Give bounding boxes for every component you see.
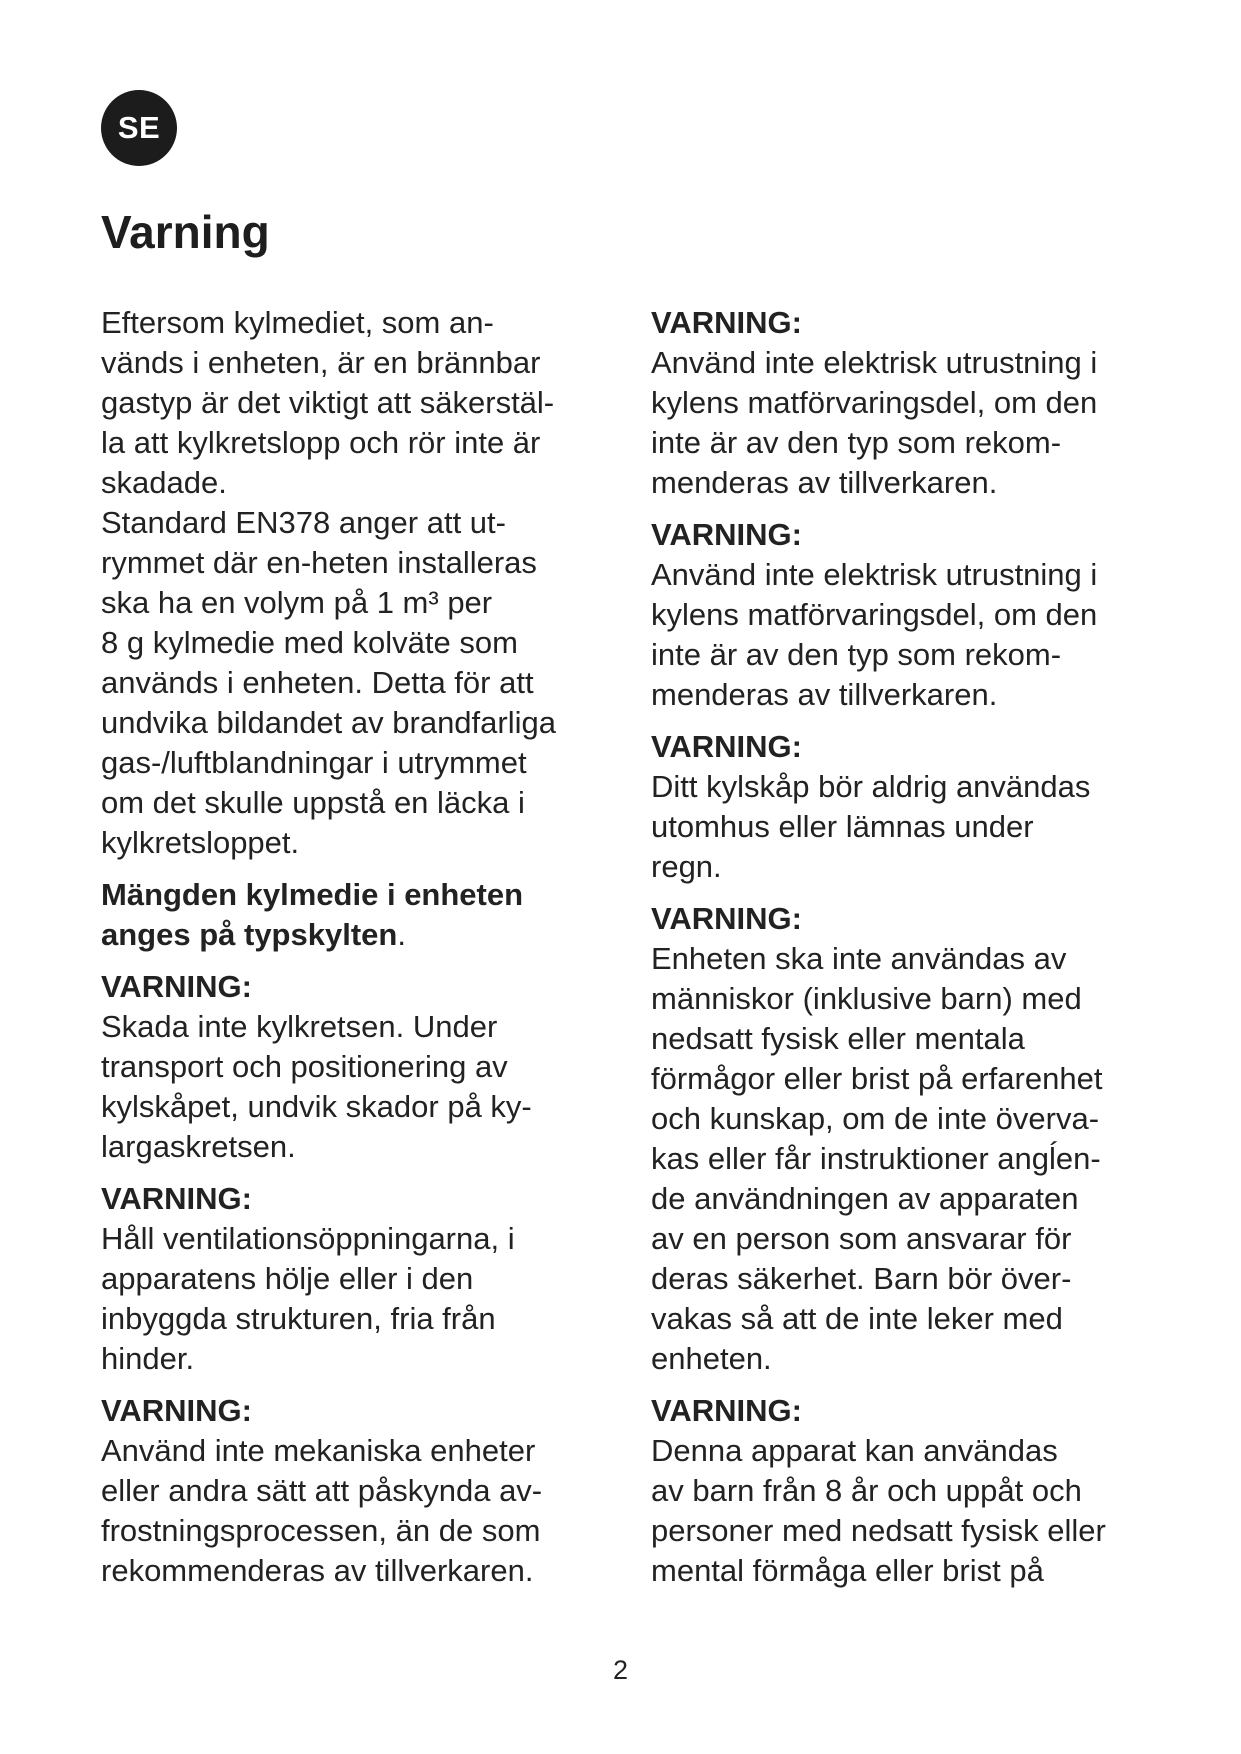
intro-line: undvika bildandet av brandfarliga — [101, 705, 556, 740]
warning-line: eller andra sätt att påskynda av- — [101, 1473, 543, 1508]
note-line-wrapper — [101, 915, 621, 955]
warning-line: de användningen av apparaten — [651, 1181, 1079, 1216]
intro-line: gas-/luftblandningar i utrymmet — [101, 745, 527, 780]
warning-line: frostningsprocessen, än de som — [101, 1513, 541, 1548]
intro-line: Standard EN378 anger att ut- — [101, 505, 506, 540]
warning-line: mental förmåga eller brist på — [651, 1553, 1044, 1588]
warning-line: av en person som ansvarar för — [651, 1221, 1072, 1256]
warning-line: menderas av tillverkaren. — [651, 465, 998, 500]
intro-line: om det skulle uppstå en läcka i — [101, 785, 525, 820]
intro-line: 8 g kylmedie med kolväte som — [101, 625, 518, 660]
warning-line: utomhus eller lämnas under — [651, 809, 1034, 844]
warning-line: inbyggda strukturen, fria från — [101, 1301, 496, 1336]
intro-line: kylkretsloppet. — [101, 825, 300, 860]
warning-block — [101, 967, 621, 1167]
warning-block — [651, 1391, 1171, 1591]
warning-line: personer med nedsatt fysisk eller — [651, 1513, 1106, 1548]
warning-line: Använd inte elektrisk utrustning i — [651, 557, 1098, 592]
warning-line: inte är av den typ som rekom- — [651, 637, 1062, 672]
warning-line: rekommenderas av tillverkaren. — [101, 1553, 534, 1588]
warning-line: Håll ventilationsöppningarna, i — [101, 1221, 515, 1256]
intro-line: vänds i enheten, är en brännbar — [101, 345, 541, 380]
warning-line: Enheten ska inte användas av — [651, 941, 1067, 976]
warning-heading: VARNING: — [651, 517, 802, 552]
warning-line: nedsatt fysisk eller mentala — [651, 1021, 1025, 1056]
warning-heading: VARNING: — [651, 901, 802, 936]
page-number: 2 — [612, 1655, 629, 1685]
warning-line: Skada inte kylkretsen. Under — [101, 1009, 498, 1044]
warning-heading: VARNING: — [101, 1393, 252, 1428]
warning-line: Ditt kylskåp bör aldrig användas — [651, 769, 1091, 804]
intro-line: gastyp är det viktigt att säkerstäl- — [101, 385, 555, 420]
warning-line: kas eller får instruktioner angĺen- — [651, 1141, 1101, 1176]
note-line: Mängden kylmedie i enheten — [101, 877, 524, 912]
intro-line: la att kylkretslopp och rör inte är — [101, 425, 541, 460]
warning-line: av barn från 8 år och uppåt och — [651, 1473, 1082, 1508]
warning-line: hinder. — [101, 1341, 195, 1376]
warning-block — [101, 1391, 621, 1591]
warning-line: largaskretsen. — [101, 1129, 296, 1164]
warning-heading: VARNING: — [651, 1393, 802, 1428]
intro-line: ska ha en volym på 1 m³ per — [101, 585, 493, 620]
warning-line: menderas av tillverkaren. — [651, 677, 998, 712]
warning-line: Denna apparat kan användas — [651, 1433, 1058, 1468]
intro-line: skadade. — [101, 465, 227, 500]
warning-block — [651, 303, 1171, 503]
warning-line: transport och positionering av — [101, 1049, 508, 1084]
warning-line: och kunskap, om de inte överva- — [651, 1101, 1100, 1136]
warning-line: kylens matförvaringsdel, om den — [651, 385, 1098, 420]
page-title: Varning — [101, 206, 270, 258]
language-badge — [101, 90, 177, 166]
warning-line: apparatens hölje eller i den — [101, 1261, 474, 1296]
warning-line: vakas så att de inte leker med — [651, 1301, 1063, 1336]
warning-block — [101, 1179, 621, 1379]
warning-line: enheten. — [651, 1341, 772, 1376]
warning-heading: VARNING: — [101, 969, 252, 1004]
intro-line: rymmet där en-heten installeras — [101, 545, 537, 580]
intro-line: Eftersom kylmediet, som an- — [101, 305, 494, 340]
warning-block — [651, 727, 1171, 887]
warning-line: människor (inklusive barn) med — [651, 981, 1082, 1016]
warning-line: Använd inte mekaniska enheter — [101, 1433, 536, 1468]
right-column — [651, 303, 1171, 1603]
warning-block — [651, 515, 1171, 715]
warning-line: inte är av den typ som rekom- — [651, 425, 1062, 460]
warning-heading: VARNING: — [651, 305, 802, 340]
left-column — [101, 303, 621, 1603]
warning-line: kylens matförvaringsdel, om den — [651, 597, 1098, 632]
warning-line: kylskåpet, undvik skador på ky- — [101, 1089, 532, 1124]
warning-line: Använd inte elektrisk utrustning i — [651, 345, 1098, 380]
intro-paragraph — [101, 303, 621, 863]
language-code: SE — [117, 110, 161, 145]
intro-line: används i enheten. Detta för att — [101, 665, 534, 700]
warning-line: regn. — [651, 849, 722, 884]
warning-line: förmågor eller brist på erfarenhet — [651, 1061, 1103, 1096]
warning-line: deras säkerhet. Barn bör över- — [651, 1261, 1072, 1296]
warning-block — [651, 899, 1171, 1379]
note-line: anges på typskylten — [101, 917, 398, 952]
note-period: . — [397, 917, 406, 952]
warning-heading: VARNING: — [101, 1181, 252, 1216]
refrigerant-note — [101, 875, 621, 955]
warning-heading: VARNING: — [651, 729, 802, 764]
